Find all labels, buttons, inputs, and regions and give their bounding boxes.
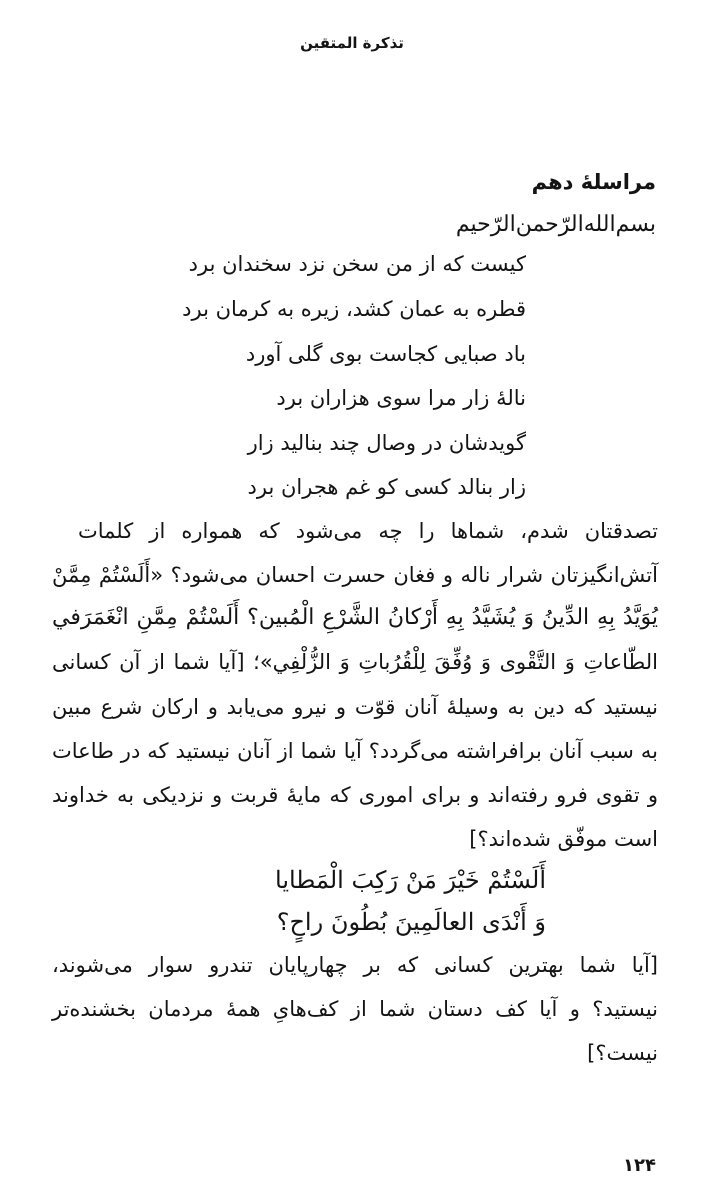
poem-line: کیست که از من سخن نزد سخندان برد <box>188 252 526 276</box>
paragraph-line: به سبب آنان برافراشته می‌گردد؟ آیا شما از آنان نیستید که در طاعات <box>52 739 658 763</box>
paragraph-line: است موفّق شده‌اند؟] <box>469 827 658 851</box>
paragraph-line: يُوَيَّدُ بِهِ الدِّينُ وَ يُشَيَّدُ بِهِ أَرْكانُ الشَّرْعِ الْمُبين؟ أَلَسْتُمْ مِمَّنِ انْغَمَرَفي <box>52 605 658 630</box>
page-number: ۱۲۴ <box>623 1155 656 1176</box>
paragraph-line: نیستید؟ و آیا کف دستان شما از کف‌هایِ همهٔ مردمان بخشنده‌تر <box>52 997 658 1021</box>
basmala: بسم‌الله‌الرّحمن‌الرّحيم <box>455 212 656 237</box>
section-title: مراسلهٔ دهم <box>531 170 656 194</box>
paragraph-line: آتش‌انگیزتان شرار ناله و فغان حسرت احسان می‌شود؟ «أَلَسْتُمْ مِمَّنْ <box>52 563 658 587</box>
running-head: تذكرة المتقين <box>300 34 404 52</box>
arabic-verse-line: أَلَسْتُمْ خَيْرَ مَنْ رَكِبَ الْمَطايا <box>275 866 546 894</box>
poem-line: گویدشان در وصال چند بنالید زار <box>247 431 526 455</box>
poem-line: نالهٔ زار مرا سوی هزاران برد <box>276 386 526 410</box>
paragraph-line: [آیا شما بهترین کسانی که بر چهارپایان تندرو سوار می‌شوند، <box>52 953 658 977</box>
paragraph-line: الطّاعاتِ وَ التَّقْوى وَ وُفِّقَ لِلْقُرُباتِ وَ الزُّلْفِي»؛ [آيا شما از آن كسانى <box>52 650 658 674</box>
poem-line: قطره به عمان کشد، زیره به کرمان برد <box>182 297 526 321</box>
paragraph-line: و تقوی فرو رفته‌اند و برای اموری که مایهٔ قربت و نزدیکی به خداوند <box>52 783 658 807</box>
poem-line: زار بنالد کسی کو غم هجران برد <box>247 475 526 499</box>
poem-line: باد صبایی کجاست بوی گلی آورد <box>245 342 526 366</box>
paragraph-line: تصدقتان شدم، شماها را چه می‌شود که همواره از کلمات <box>78 519 658 543</box>
paragraph-line: نیست؟] <box>587 1041 658 1065</box>
arabic-verse-line: وَ أَنْدَى العالَمِينَ بُطُونَ راحٍ؟ <box>276 908 546 936</box>
paragraph-line: نیستید که دین به وسیلهٔ آنان قوّت و نیرو می‌یابد و ارکان شرع مبین <box>52 695 658 719</box>
